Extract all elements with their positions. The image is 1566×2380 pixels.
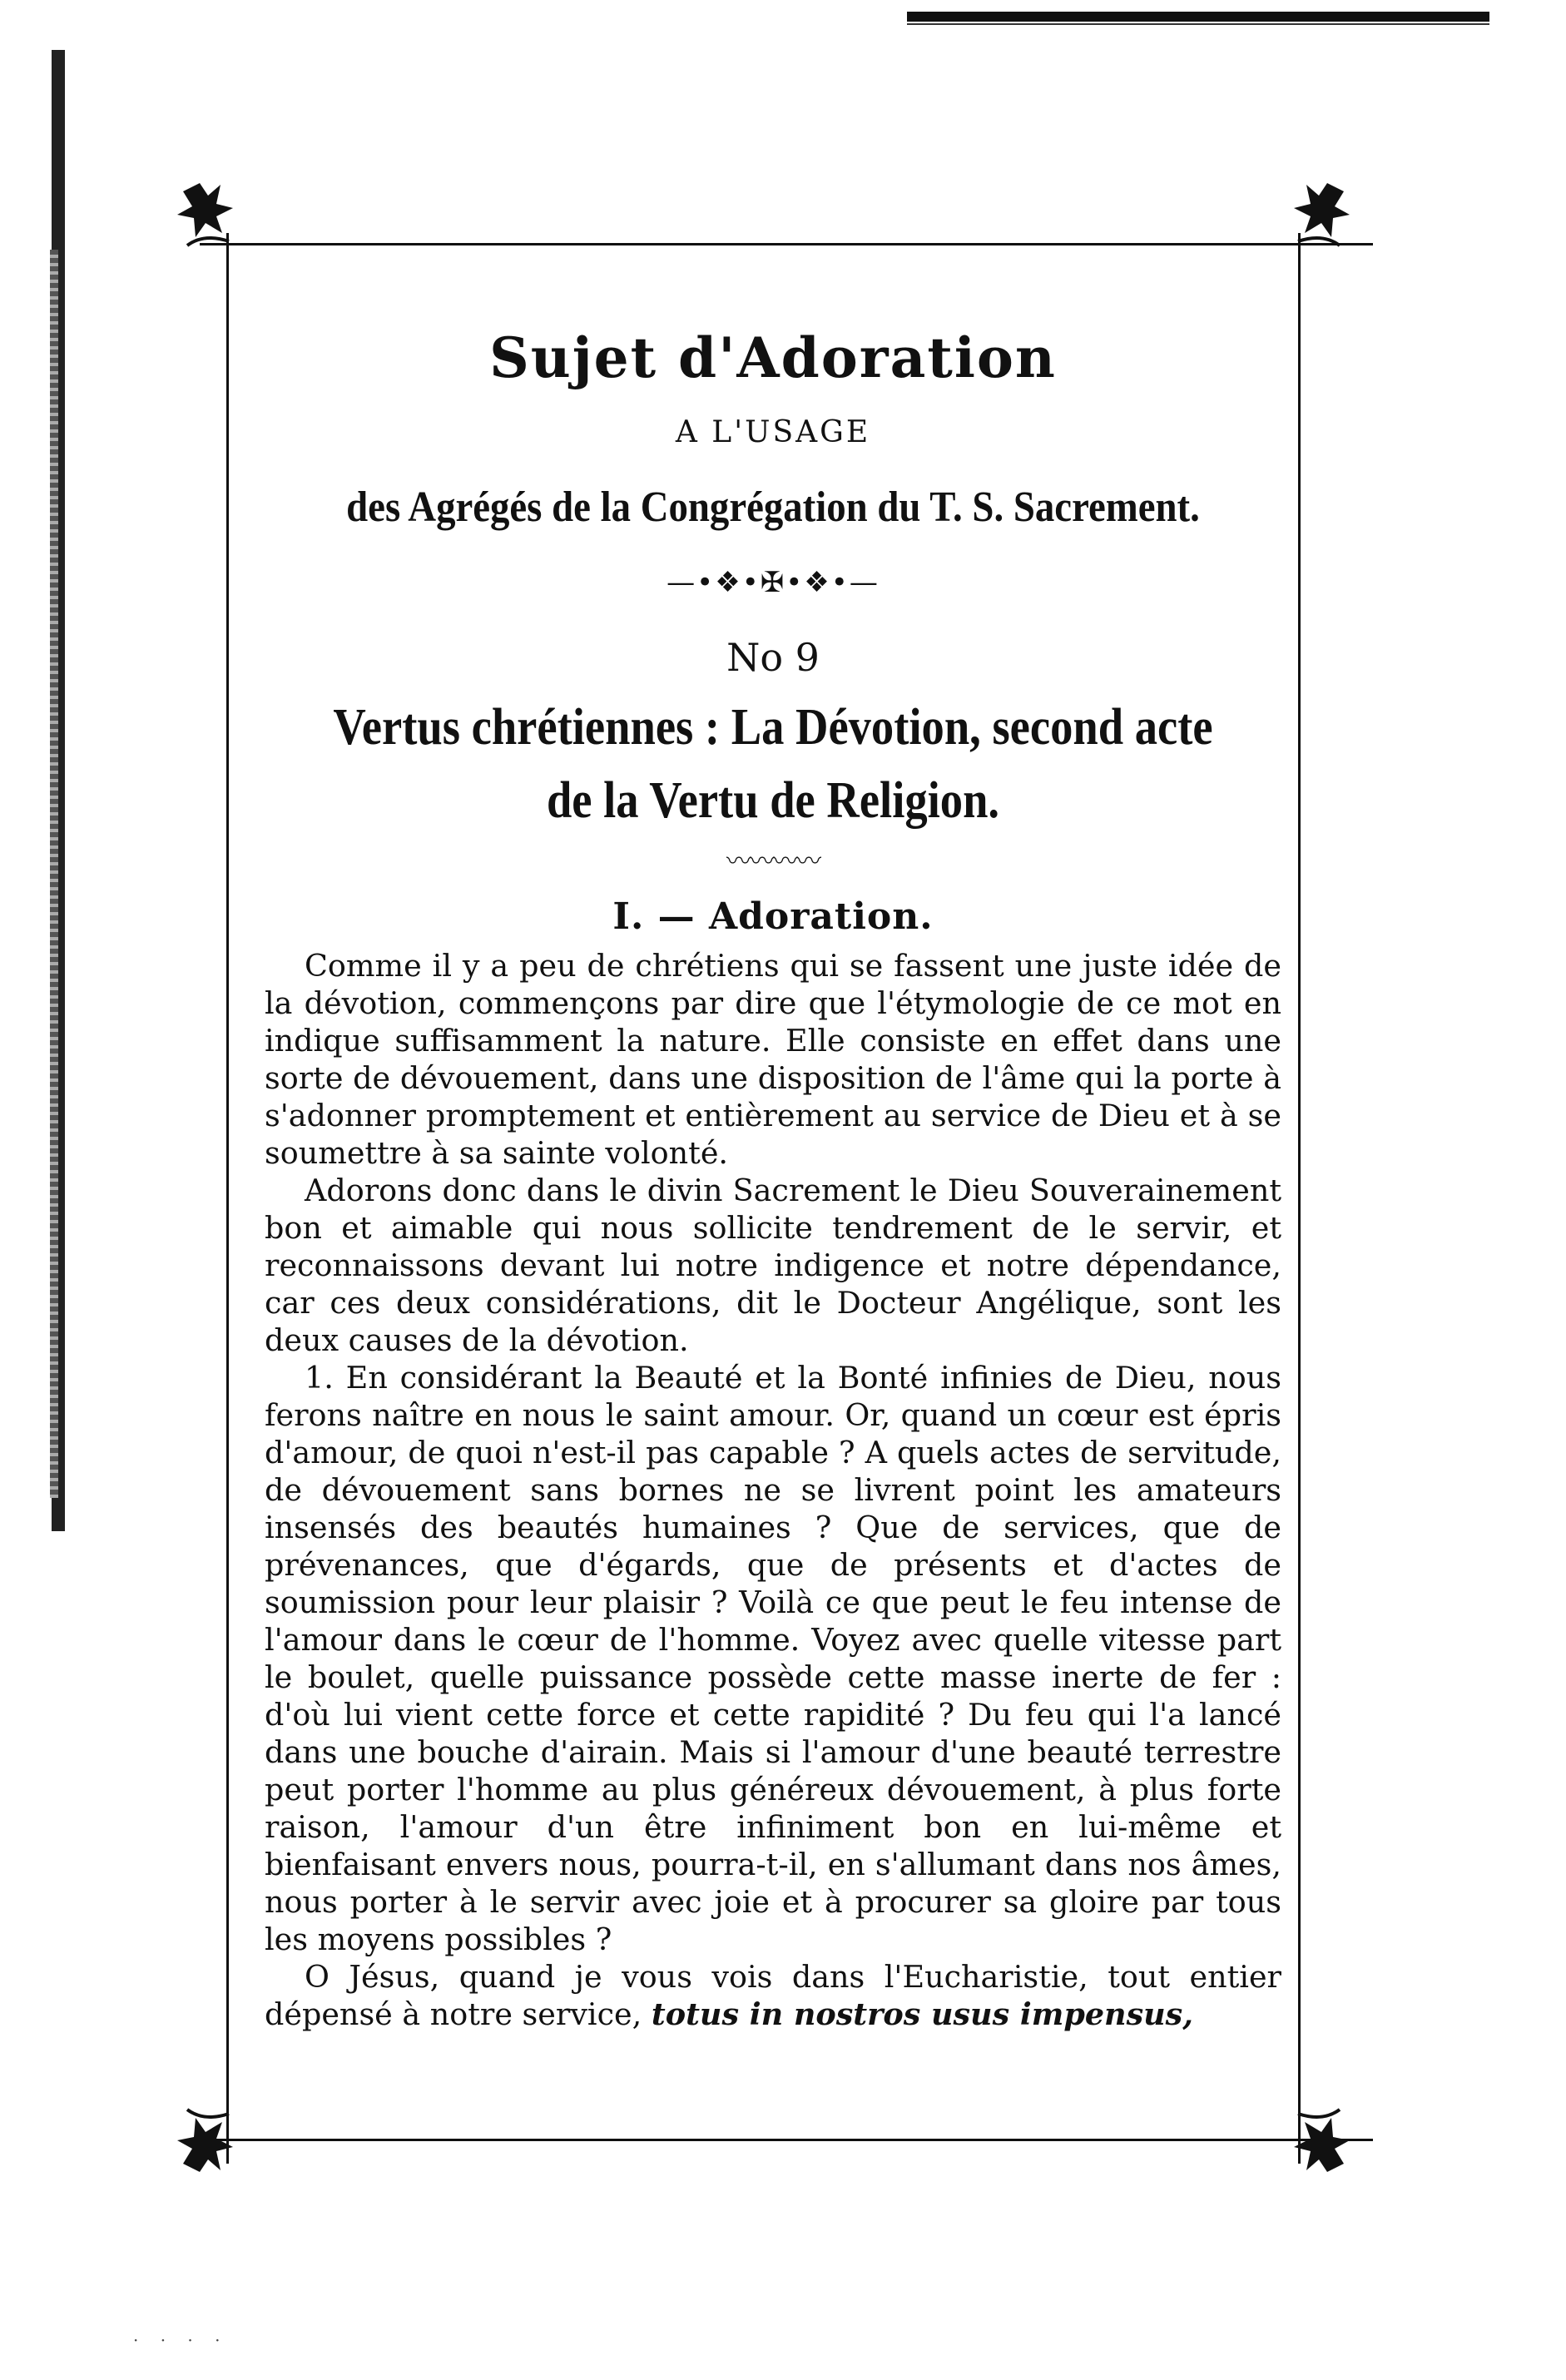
corner-ornament-top-right	[1273, 175, 1356, 258]
divider-ornament: —•❖•✠•❖•—	[667, 566, 880, 599]
congregation-line: des Agrégés de la Congrégation du T. S. Sacrement.	[346, 483, 1200, 531]
page-content	[265, 316, 1281, 2033]
paragraph-4-text: O Jésus, quand je vous vois dans l'Eucharistie, tout entier dépensé à notre service,	[265, 1959, 1281, 2032]
subject-line-1: Vertus chrétiennes : La Dévotion, second acte	[333, 699, 1213, 756]
paragraph-2: Adorons donc dans le divin Sacrement le Dieu Souverainement bon et aimable qui nous sollicite tendrement de le servir, et reconnaissons devant lui notre indigence et notre dépendance, car ces deux considérations, dit le Docteur Angélique, sont les deux causes de la dévotion.	[265, 1173, 1281, 1358]
issue-number: No 9	[726, 635, 820, 680]
top-rule-thin	[907, 23, 1489, 25]
corner-ornament-bottom-right	[1273, 2097, 1356, 2180]
binding-edge-texture	[50, 250, 58, 1498]
paragraph-4	[265, 1958, 1281, 2033]
paragraph-1: Comme il y a peu de chrétiens qui se fassent une juste idée de la dévotion, commençons par dire que l'étymologie de ce mot en indique suffisamment la nature. Elle consiste en effet dans une sorte de dévouement, dans une disposition de l'âme qui la porte à s'adonner promptement et entièrement au service de Dieu et à se soumettre à sa sainte volonté.	[265, 948, 1281, 1171]
usage-line: A L'USAGE	[675, 415, 871, 449]
top-rule	[907, 12, 1489, 22]
paragraph-3: 1. En considérant la Beauté et la Bonté infinies de Dieu, nous ferons naître en nous le saint amour. Or, quand un cœur est épris d'amour, de quoi n'est-il pas capable ? A quels actes de servitude, de dévouement sans bornes ne se livrent point les amateurs insensés des beautés humaines ? Que de services, que de prévenances, que d'égards, que de présents et d'actes de soumission pour leur plaisir ? Voilà ce que peut le feu intense de l'amour dans le cœur de l'homme. Voyez avec quelle vitesse part le boulet, quelle puissance possède cette masse inerte de fer : d'où lui vient cette force et cette rapidité ? Du feu qui l'a lancé dans une bouche d'airain. Mais si l'amour d'une beauté terrestre peut porter l'homme au plus généreux dévouement, à plus forte raison, l'amour d'un être infiniment bon en lui-même et bienfaisant envers nous, pourra-t-il, en s'allumant dans nos âmes, nous porter à le servir avec joie et à procurer sa gloire par tous les moyens possibles ?	[265, 1360, 1281, 1957]
corner-ornament-bottom-left	[171, 2097, 254, 2180]
scan-specks: · · · ·	[133, 2330, 229, 2350]
latin-quote: totus in nostros usus impensus,	[651, 1996, 1193, 2032]
frame-top	[200, 243, 1373, 245]
body-text	[265, 947, 1281, 2033]
section-heading: I. — Adoration.	[612, 895, 934, 938]
frame-left	[226, 233, 229, 2164]
frame-right	[1298, 233, 1301, 2164]
subject-line-2: de la Vertu de Religion.	[546, 772, 1000, 829]
frame-bottom	[200, 2139, 1373, 2141]
corner-ornament-top-left	[171, 175, 254, 258]
page-title: Sujet d'Adoration	[489, 325, 1057, 390]
wave-divider: 〰〰〰〰	[726, 847, 820, 876]
